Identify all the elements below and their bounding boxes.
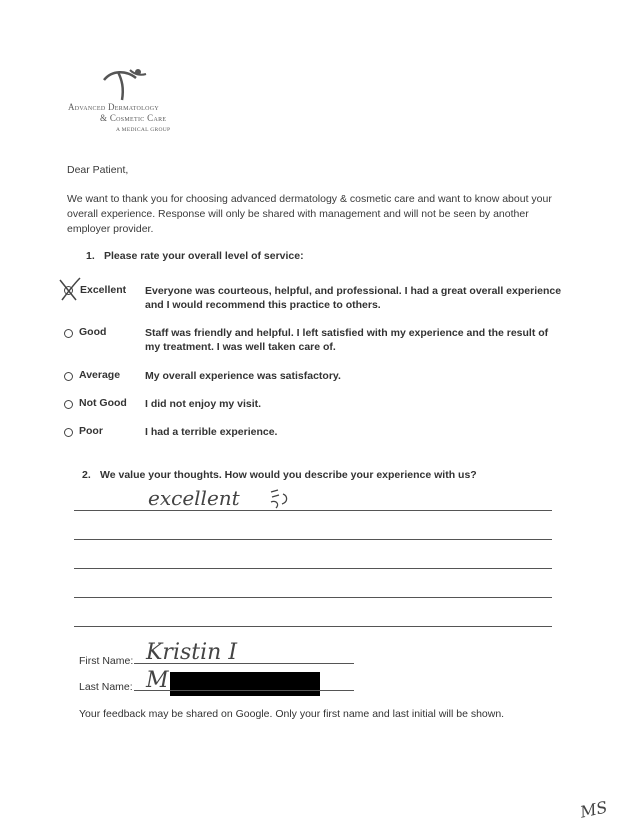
option-desc-excellent: Everyone was courteous, helpful, and professional. I had a great overall experience and I would recommend this practice to others.	[145, 285, 562, 311]
last-name-label: Last Name:	[79, 681, 133, 693]
footer-note: Your feedback may be shared on Google. Only your first name and last initial will be shown.	[79, 708, 505, 720]
answer-line-5	[74, 626, 552, 627]
intro-paragraph: We want to thank you for choosing advanced dermatology & cosmetic care and want to know about your overall experience. Response will only be shared with management and will not be seen by another employer provider.	[67, 193, 552, 235]
question1-number: 1.	[86, 250, 95, 262]
answer-line-1	[74, 510, 552, 511]
radio-average[interactable]	[64, 372, 73, 381]
option-desc-good: Staff was friendly and helpful. I left satisfied with my experience and the result of my treatment. I was well taken care of.	[145, 327, 549, 353]
question2-answer[interactable]: excellent	[148, 486, 240, 510]
option-desc-average: My overall experience was satisfactory.	[145, 370, 341, 382]
logo-name-line2: & Cosmetic Care	[100, 113, 167, 123]
question2-text: We value your thoughts. How would you describe your experience with us?	[100, 469, 477, 481]
option-label-excellent: Excellent	[80, 284, 127, 296]
option-label-poor: Poor	[79, 425, 103, 437]
option-desc-not-good: I did not enjoy my visit.	[145, 398, 262, 410]
question2-number: 2.	[82, 469, 91, 481]
radio-good[interactable]	[64, 329, 73, 338]
redaction-box	[170, 672, 320, 696]
answer-line-3	[74, 568, 552, 569]
radio-poor[interactable]	[64, 428, 73, 437]
last-name-line	[134, 690, 354, 691]
first-name-label: First Name:	[79, 655, 134, 667]
first-name-value[interactable]: Kristin I	[146, 640, 238, 665]
answer-line-4	[74, 597, 552, 598]
logo-name-line1: Advanced Dermatology	[68, 102, 160, 112]
last-name-value[interactable]: M	[146, 668, 169, 693]
swoosh-figure-icon	[100, 66, 150, 104]
question1-text: Please rate your overall level of service:	[104, 250, 304, 262]
salutation: Dear Patient,	[67, 164, 129, 176]
first-name-line	[134, 663, 354, 664]
option-label-not-good: Not Good	[79, 397, 127, 409]
option-label-good: Good	[79, 326, 107, 338]
corner-initials: MS	[578, 797, 610, 822]
smiley-doodle-icon	[268, 486, 294, 510]
option-label-average: Average	[79, 369, 121, 381]
checkmark-x-icon	[58, 276, 82, 302]
option-desc-poor: I had a terrible experience.	[145, 426, 278, 438]
answer-line-2	[74, 539, 552, 540]
logo-tagline: A MEDICAL GROUP	[116, 127, 171, 133]
radio-not-good[interactable]	[64, 400, 73, 409]
